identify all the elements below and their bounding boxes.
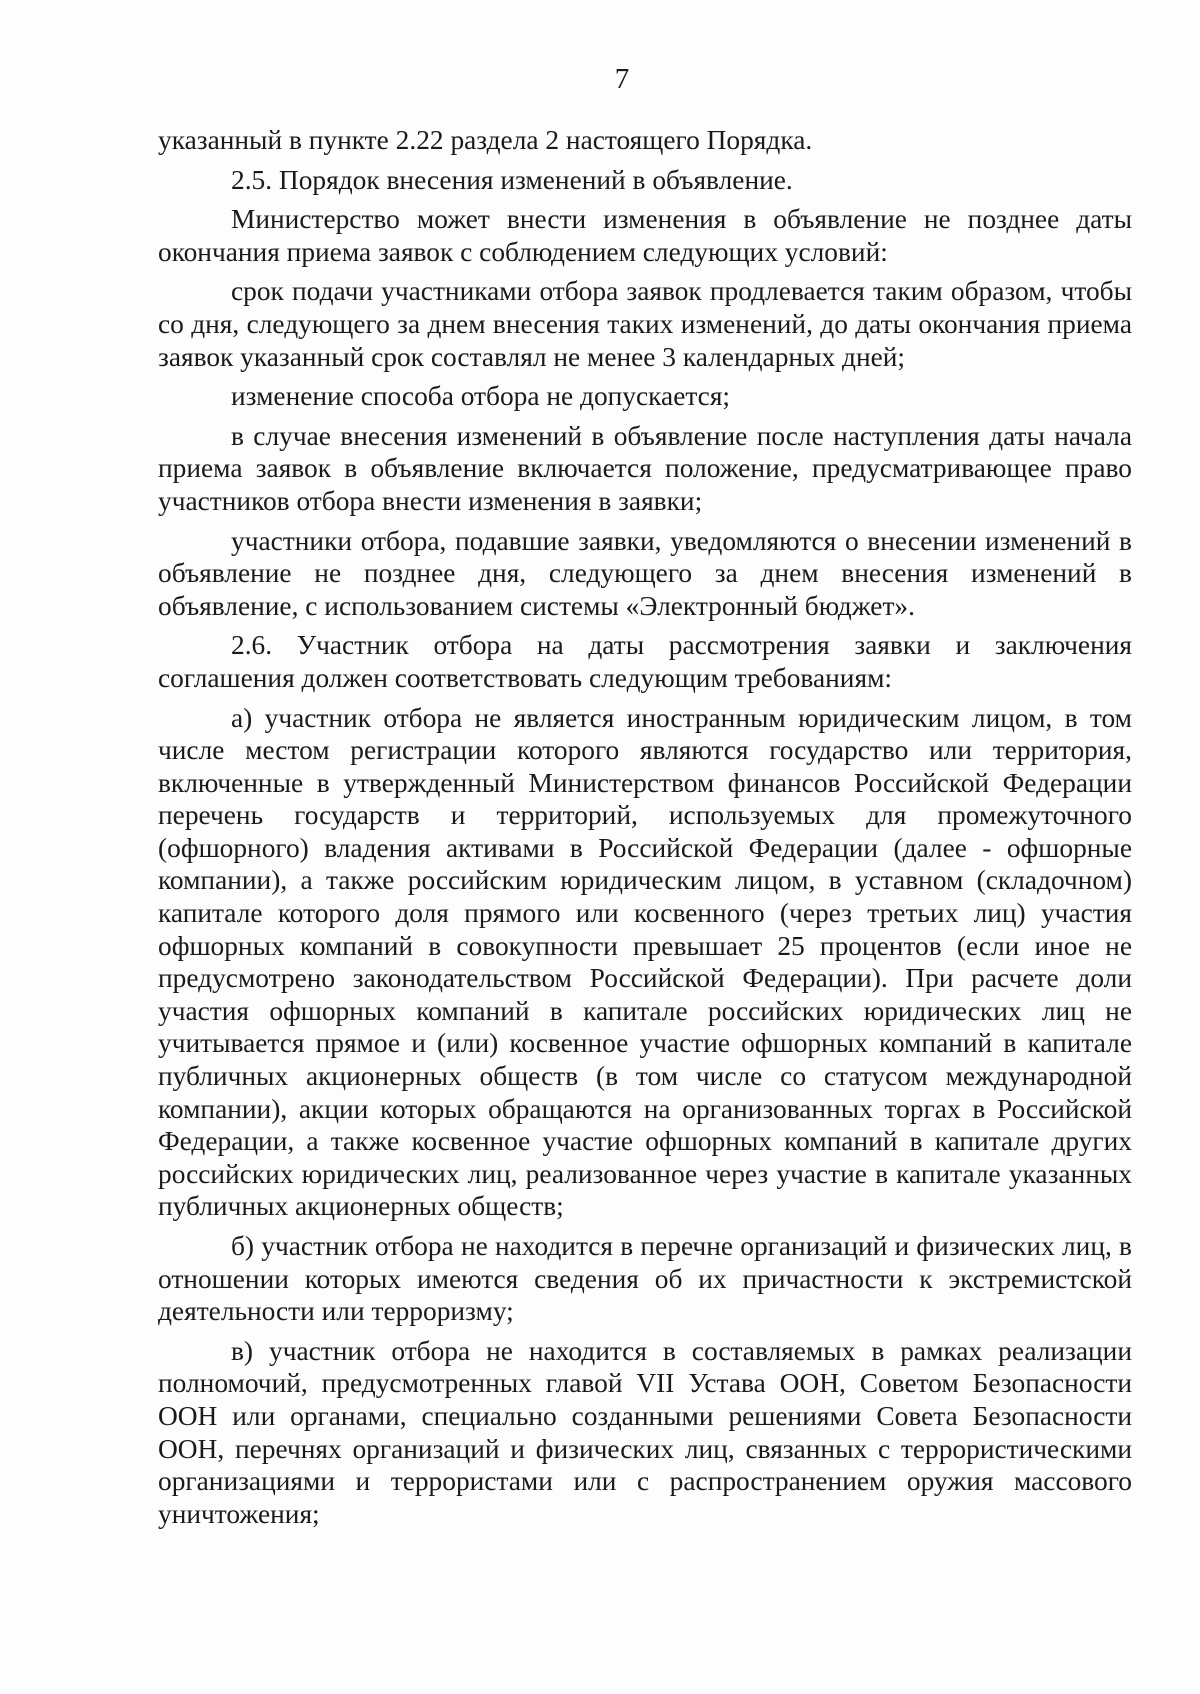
paragraph-ministry-changes: Министерство может внести изменения в объявление не позднее даты окончания приема заявок с соблюдением следующих условий: xyxy=(158,204,1132,267)
section-heading-2-6: 2.6. Участник отбора на даты рассмотрения заявки и заключения соглашения должен соответствовать следующим требованиям: xyxy=(158,630,1132,693)
paragraph-change-after-start: в случае внесения изменений в объявление после наступления даты начала приема заявок в объявление включается положение, предусматривающее право участников отбора внести изменения в заявки; xyxy=(158,420,1132,516)
requirement-v: в) участник отбора не находится в составляемых в рамках реализации полномочий, предусмотренных главой VII Устава ООН, Советом Безопасности ООН или органами, специально созданными решениями Совета Безопасности ООН, перечнях организаций и физических лиц, связанных с террористическими организациями и террористами или с распространением оружия массового уничтожения; xyxy=(158,1335,1132,1529)
paragraph-method-change: изменение способа отбора не допускается; xyxy=(231,381,731,412)
requirement-a: а) участник отбора не является иностранным юридическим лицом, в том числе местом регистрации которого являются государство или территория, включенные в утвержденный Министерством финансов Российской Федерации перечень государств и территорий, используемых для промежуточного (офшорного) владения активами в Российской Федерации (далее - офшорные компании), а также российским юридическим лицом, в уставном (складочном) капитале которого доля прямого или косвенного (через третьих лиц) участия офшорных компаний в совокупности превышает 25 процентов (если иное не предусмотрено законодательством Российской Федерации). При расчете доли участия офшорных компаний в капитале российских юридических лиц не учитывается прямое и (или) косвенное участие офшорных компаний в капитале публичных акционерных обществ (в том числе со статусом международной компании), акции которых обращаются на организованных торгах в Российской Федерации, а также косвенное участие офшорных компаний в капитале других российских юридических лиц, реализованное через участие в капитале указанных публичных акционерных обществ; xyxy=(158,702,1132,1222)
paragraph-continuation: указанный в пункте 2.22 раздела 2 настоящего Порядка. xyxy=(158,125,813,155)
section-heading-2-5: 2.5. Порядок внесения изменений в объявление. xyxy=(231,164,793,195)
paragraph-deadline-extension: срок подачи участниками отбора заявок продлевается таким образом, чтобы со дня, следующего за днем внесения таких изменений, до даты окончания приема заявок указанный срок составлял не менее 3 календарных дней; xyxy=(158,276,1132,372)
document-body xyxy=(158,124,1132,1537)
paragraph-notification: участники отбора, подавшие заявки, уведомляются о внесении изменений в объявление не позднее дня, следующего за днем внесения изменений в объявление, с использованием системы «Электронный бюджет». xyxy=(158,525,1132,621)
requirement-b: б) участник отбора не находится в перечне организаций и физических лиц, в отношении которых имеются сведения об их причастности к экстремистской деятельности или терроризму; xyxy=(158,1231,1132,1327)
page-number: 7 xyxy=(614,63,630,95)
